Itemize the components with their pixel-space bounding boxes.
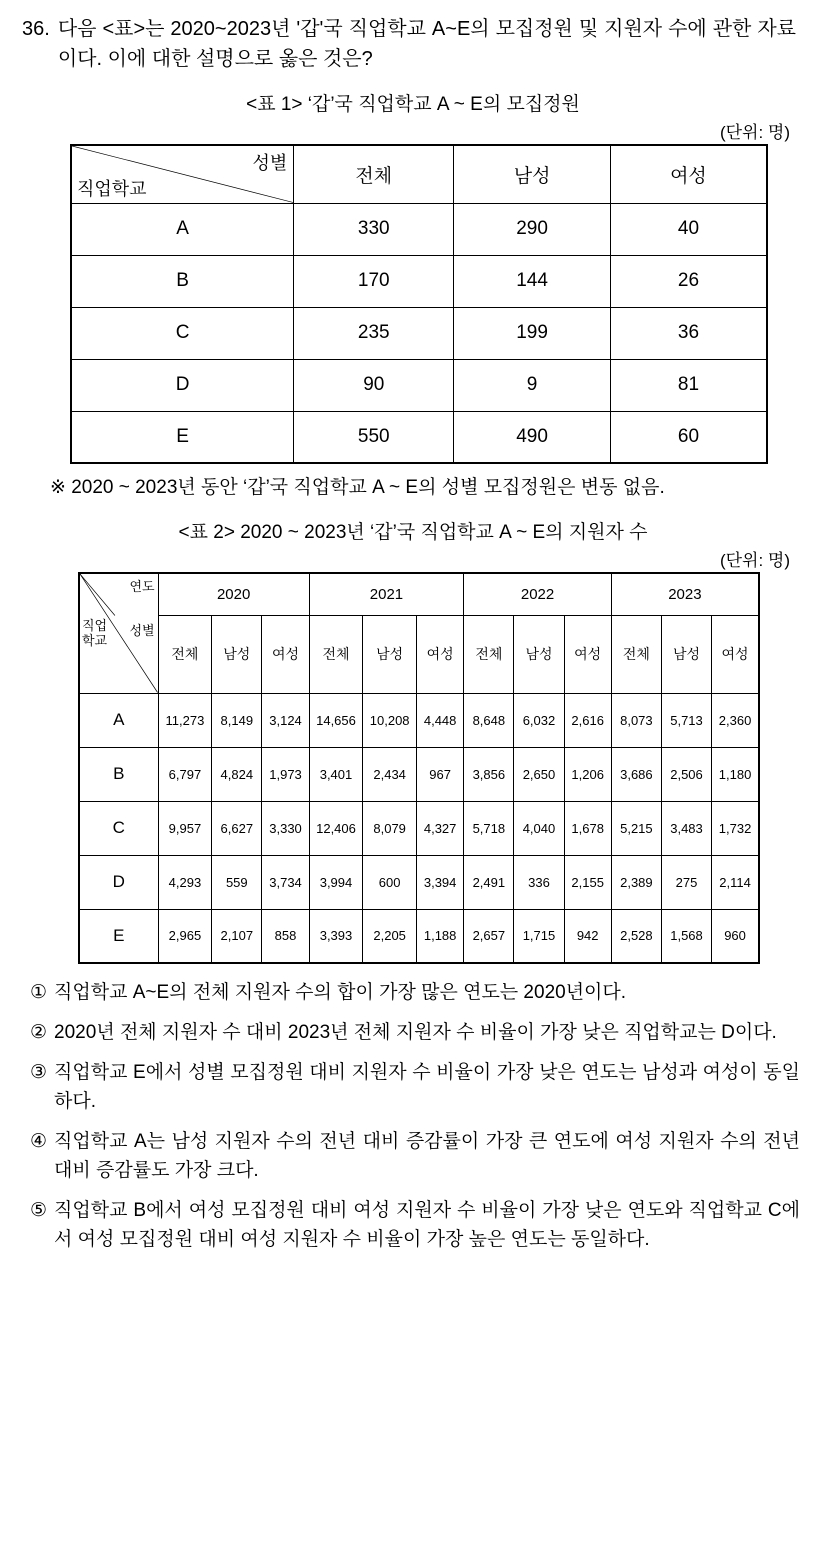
- table-row: [79, 693, 759, 747]
- choice-1-text: 직업학교 A~E의 전체 지원자 수의 합이 가장 많은 연도는 2020년이다.: [54, 982, 627, 1003]
- table2-cell: 858: [262, 909, 309, 963]
- table2-cell: 1,715: [514, 909, 564, 963]
- table2-cell: 1,568: [661, 909, 711, 963]
- table2-corner-school-label: [82, 618, 107, 648]
- table2-gender-header: 전체: [464, 615, 514, 693]
- table1-cell: 144: [454, 255, 611, 307]
- question-block: [0, 0, 826, 74]
- table2-gender-header: 여성: [712, 615, 759, 693]
- table2-cell: 336: [514, 855, 564, 909]
- table2-cell: 1,973: [262, 747, 309, 801]
- table2-cell: 3,393: [309, 909, 363, 963]
- table2-cell: 1,206: [564, 747, 611, 801]
- table-row: [79, 801, 759, 855]
- table2-cell: 8,149: [212, 693, 262, 747]
- table2-cell: 2,650: [514, 747, 564, 801]
- table2-cell: 275: [661, 855, 711, 909]
- table2-corner-year-label: 연도: [129, 579, 155, 594]
- table1-col-header-male: 남성: [454, 145, 611, 203]
- table1-container: [0, 144, 826, 464]
- table2-corner-cell: [79, 573, 158, 693]
- table1-row-label: C: [71, 307, 294, 359]
- table1-row-label: D: [71, 359, 294, 411]
- choice-5-marker: ⑤: [30, 1200, 48, 1221]
- table2-corner-school-line1: 직업: [82, 618, 108, 633]
- table2-cell: 960: [712, 909, 759, 963]
- table1-cell: 90: [294, 359, 454, 411]
- table2-cell: 3,483: [661, 801, 711, 855]
- choice-3[interactable]: [30, 1058, 800, 1116]
- choice-5-text: 직업학교 B에서 여성 모집정원 대비 여성 지원자 수 비율이 가장 낮은 연도와 직업학교 C에서 여성 모집정원 대비 여성 지원자 수 비율이 가장 높은 연도는 동일하다.: [54, 1200, 800, 1250]
- table1-cell: 550: [294, 411, 454, 463]
- table2-cell: 8,073: [611, 693, 661, 747]
- table2-cell: 12,406: [309, 801, 363, 855]
- table2-cell: 3,994: [309, 855, 363, 909]
- table1-cell: 36: [610, 307, 767, 359]
- table1-cell: 40: [610, 203, 767, 255]
- table2-cell: 2,657: [464, 909, 514, 963]
- table2-cell: 2,389: [611, 855, 661, 909]
- table2-row-label: E: [79, 909, 158, 963]
- table2-gender-header: 남성: [514, 615, 564, 693]
- table1-cell: 81: [610, 359, 767, 411]
- table1-cell: 199: [454, 307, 611, 359]
- table2-year-header-row: [79, 573, 759, 615]
- table2-cell: 2,434: [363, 747, 417, 801]
- choice-2-text: 2020년 전체 지원자 수 대비 2023년 전체 지원자 수 비율이 가장 낮은 직업학교는 D이다.: [54, 1022, 777, 1043]
- choice-2[interactable]: [30, 1018, 800, 1047]
- table1-row-label: A: [71, 203, 294, 255]
- table2-cell: 2,491: [464, 855, 514, 909]
- table2-cell: 4,327: [416, 801, 463, 855]
- table1-corner-cell: [71, 145, 294, 203]
- choice-5[interactable]: [30, 1196, 800, 1254]
- table2-year-header-2020: 2020: [158, 573, 309, 615]
- table2-caption: <표 2> 2020 ~ 2023년 ‘갑’국 직업학교 A ~ E의 지원자 수: [178, 522, 648, 543]
- table2-row-label: B: [79, 747, 158, 801]
- table2-cell: 2,155: [564, 855, 611, 909]
- table1-col-header-total: 전체: [294, 145, 454, 203]
- table2-cell: 6,627: [212, 801, 262, 855]
- table2-cell: 5,215: [611, 801, 661, 855]
- table2-cell: 4,824: [212, 747, 262, 801]
- table-row: [71, 203, 767, 255]
- table2-cell: 5,718: [464, 801, 514, 855]
- table2-cell: 3,686: [611, 747, 661, 801]
- table2-gender-header: 여성: [416, 615, 463, 693]
- table1-cell: 490: [454, 411, 611, 463]
- table2-row-label: D: [79, 855, 158, 909]
- table1-corner-gender-label: 성별: [252, 153, 288, 173]
- table2-cell: 600: [363, 855, 417, 909]
- table1-header-row: [71, 145, 767, 203]
- table-row: [71, 255, 767, 307]
- table1-corner-school-label: 직업학교: [77, 178, 147, 199]
- table2-cell: 4,293: [158, 855, 212, 909]
- table2-row-label: A: [79, 693, 158, 747]
- choice-3-marker: ③: [30, 1062, 48, 1083]
- table2-cell: 1,732: [712, 801, 759, 855]
- table1-footnote: ※ 2020 ~ 2023년 동안 ‘갑’국 직업학교 A ~ E의 성별 모집정원은 변동 없음.: [50, 477, 665, 498]
- table2-cell: 5,713: [661, 693, 711, 747]
- answer-choices: [0, 964, 826, 1254]
- table2: [78, 572, 760, 964]
- table2-cell: 6,797: [158, 747, 212, 801]
- table2-cell: 942: [564, 909, 611, 963]
- table2-year-header-2023: 2023: [611, 573, 759, 615]
- table2-cell: 2,506: [661, 747, 711, 801]
- choice-4[interactable]: [30, 1127, 800, 1185]
- choice-4-marker: ④: [30, 1131, 48, 1152]
- table2-cell: 2,205: [363, 909, 417, 963]
- table2-corner-gender-label: 성별: [129, 623, 155, 638]
- table2-gender-header: 전체: [611, 615, 661, 693]
- question-text: 다음 <표>는 2020~2023년 '갑'국 직업학교 A~E의 모집정원 및 지원자 수에 관한 자료이다. 이에 대한 설명으로 옳은 것은?: [57, 18, 796, 70]
- table2-cell: 2,107: [212, 909, 262, 963]
- table2-cell: 3,330: [262, 801, 309, 855]
- table2-corner-school-line2: 학교: [82, 633, 108, 648]
- table2-cell: 3,124: [262, 693, 309, 747]
- table2-unit-label: (단위: 명): [719, 551, 790, 570]
- table2-gender-header: 전체: [158, 615, 212, 693]
- table2-cell: 559: [212, 855, 262, 909]
- table2-gender-header: 여성: [262, 615, 309, 693]
- table-row: [71, 307, 767, 359]
- table2-container: [0, 572, 826, 964]
- table1-caption: <표 1> ‘갑’국 직업학교 A ~ E의 모집정원: [246, 94, 580, 115]
- table1-cell: 60: [610, 411, 767, 463]
- table2-gender-header: 여성: [564, 615, 611, 693]
- table2-cell: 4,448: [416, 693, 463, 747]
- table2-gender-header: 남성: [363, 615, 417, 693]
- table2-cell: 3,394: [416, 855, 463, 909]
- question-number: 36.: [22, 18, 50, 40]
- table1-cell: 170: [294, 255, 454, 307]
- table2-cell: 2,528: [611, 909, 661, 963]
- table-row: [79, 909, 759, 963]
- table2-cell: 3,401: [309, 747, 363, 801]
- table2-cell: 967: [416, 747, 463, 801]
- table2-gender-header: 남성: [661, 615, 711, 693]
- choice-4-text: 직업학교 A는 남성 지원자 수의 전년 대비 증감률이 가장 큰 연도에 여성 지원자 수의 전년 대비 증감률도 가장 크다.: [54, 1131, 800, 1181]
- table1-unit-label: (단위: 명): [719, 123, 790, 142]
- table2-row-label: C: [79, 801, 158, 855]
- table1-row-label: E: [71, 411, 294, 463]
- table-row: [71, 359, 767, 411]
- table2-cell: 9,957: [158, 801, 212, 855]
- choice-1[interactable]: [30, 978, 800, 1007]
- table2-cell: 3,856: [464, 747, 514, 801]
- table2-cell: 6,032: [514, 693, 564, 747]
- table2-cell: 14,656: [309, 693, 363, 747]
- table1-cell: 290: [454, 203, 611, 255]
- table1-row-label: B: [71, 255, 294, 307]
- table2-year-header-2022: 2022: [464, 573, 612, 615]
- choice-1-marker: ①: [30, 982, 48, 1003]
- table2-cell: 8,079: [363, 801, 417, 855]
- table1-col-header-female: 여성: [610, 145, 767, 203]
- table2-cell: 1,188: [416, 909, 463, 963]
- table2-cell: 2,360: [712, 693, 759, 747]
- table2-gender-header-row: [79, 615, 759, 693]
- table2-cell: 11,273: [158, 693, 212, 747]
- table1-cell: 26: [610, 255, 767, 307]
- table1: [70, 144, 768, 464]
- table-row: [79, 747, 759, 801]
- table2-year-header-2021: 2021: [309, 573, 464, 615]
- table1-cell: 235: [294, 307, 454, 359]
- table2-cell: 8,648: [464, 693, 514, 747]
- table2-cell: 2,616: [564, 693, 611, 747]
- table2-gender-header: 남성: [212, 615, 262, 693]
- table2-cell: 1,180: [712, 747, 759, 801]
- table1-cell: 9: [454, 359, 611, 411]
- table2-cell: 3,734: [262, 855, 309, 909]
- table2-cell: 1,678: [564, 801, 611, 855]
- table2-cell: 2,114: [712, 855, 759, 909]
- table1-cell: 330: [294, 203, 454, 255]
- choice-3-text: 직업학교 E에서 성별 모집정원 대비 지원자 수 비율이 가장 낮은 연도는 남성과 여성이 동일하다.: [54, 1062, 800, 1112]
- table-row: [71, 411, 767, 463]
- table2-gender-header: 전체: [309, 615, 363, 693]
- table2-cell: 10,208: [363, 693, 417, 747]
- table2-cell: 4,040: [514, 801, 564, 855]
- table-row: [79, 855, 759, 909]
- choice-2-marker: ②: [30, 1022, 48, 1043]
- table2-cell: 2,965: [158, 909, 212, 963]
